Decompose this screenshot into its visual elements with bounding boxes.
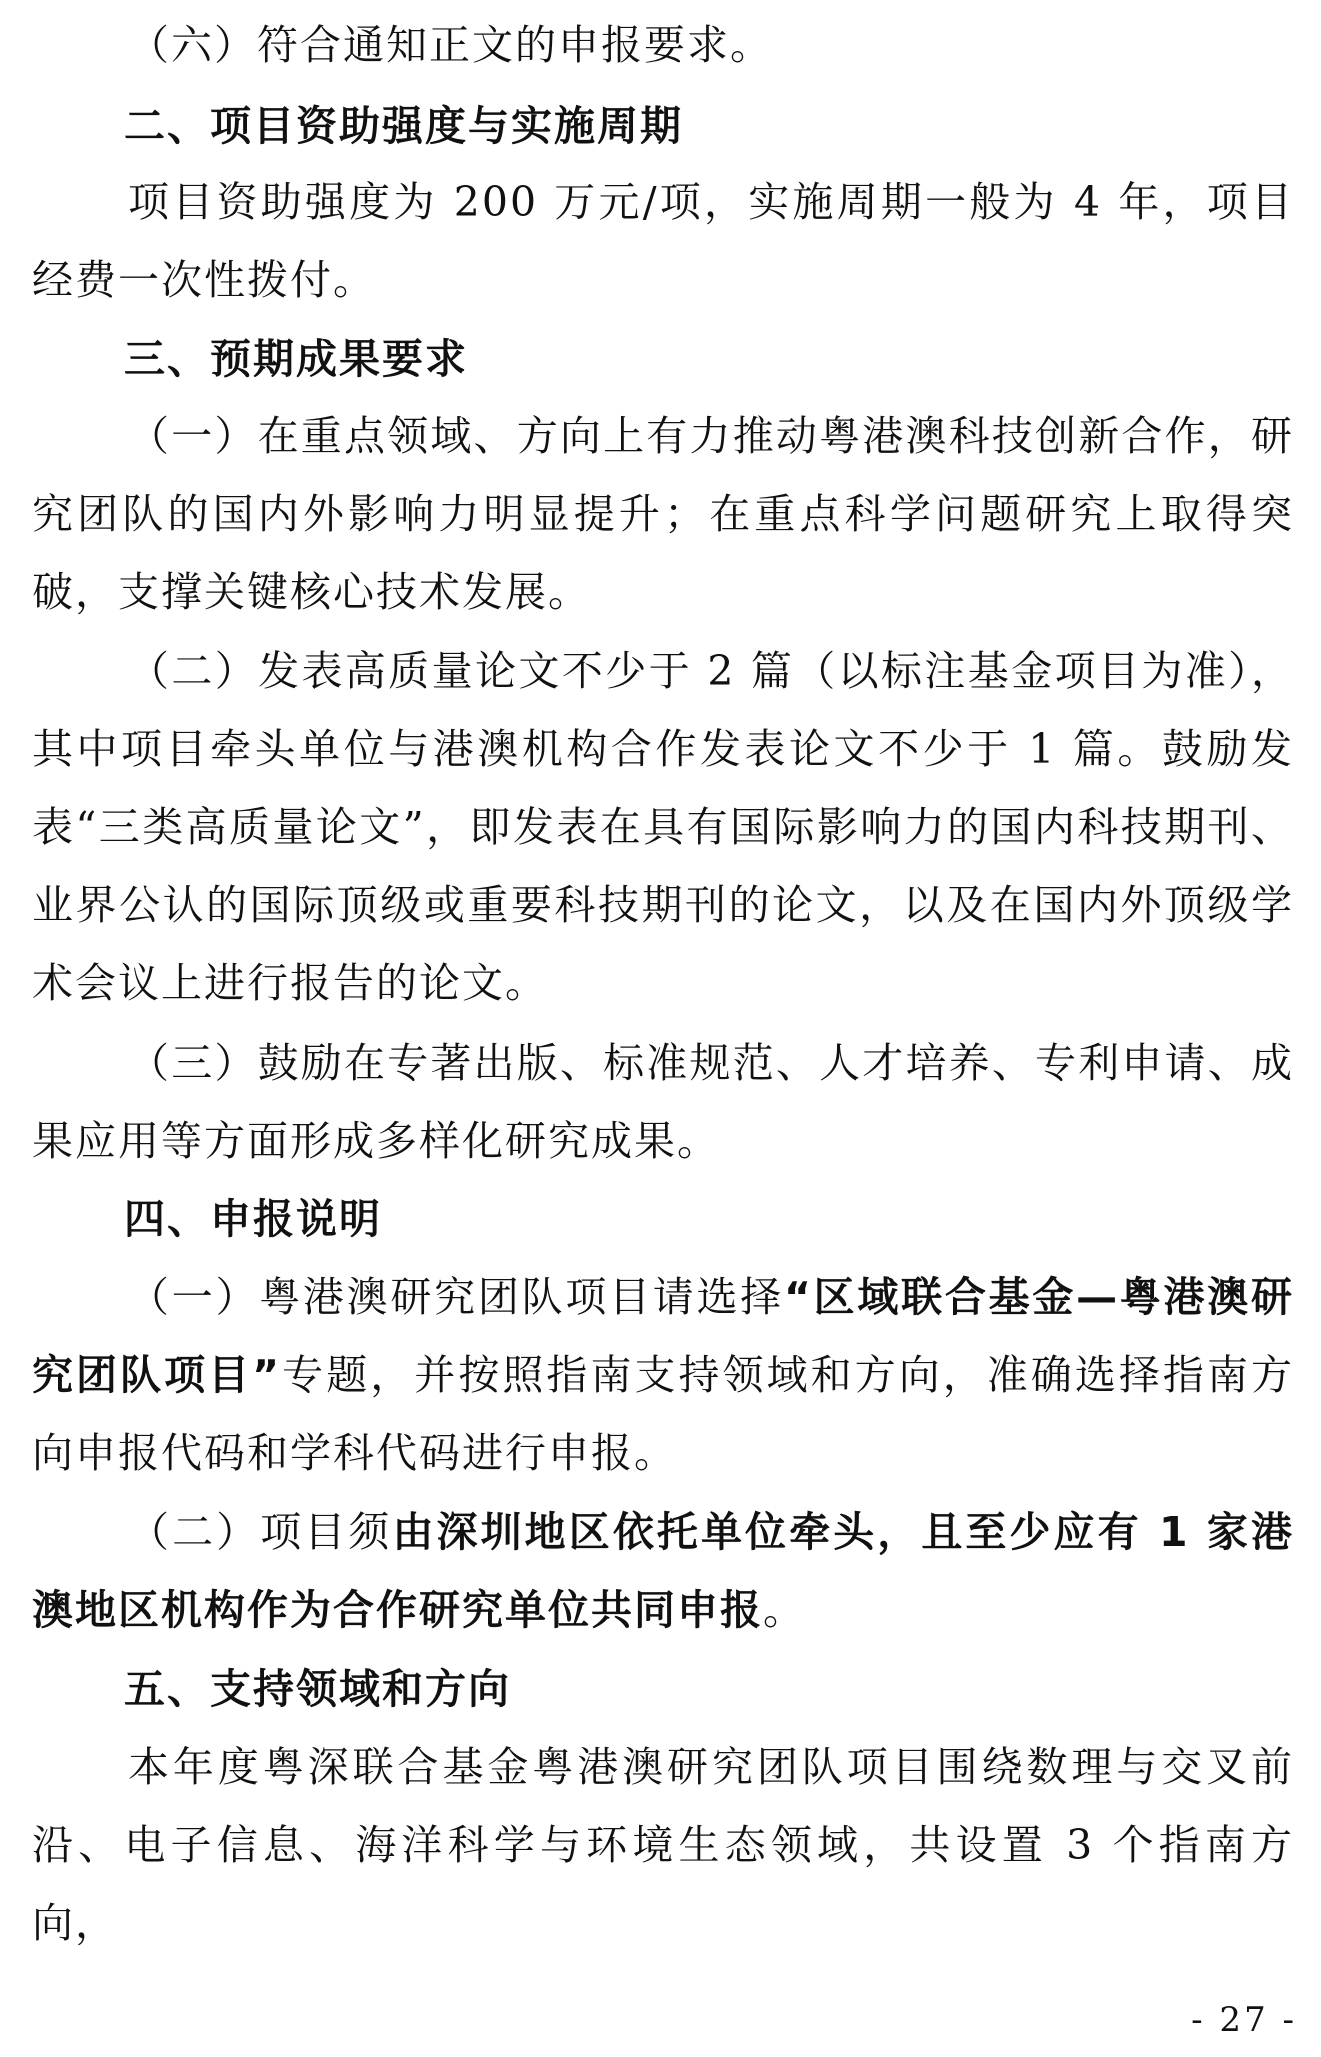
- page-number: - 27 -: [1191, 2000, 1297, 2040]
- section-3-item-2: （二）发表高质量论文不少于 2 篇（以标注基金项目为准），其中项目牵头单位与港澳机构合作发表论文不少于 1 篇。鼓励发表“三类高质量论文”，即发表在具有国际影响力的国内科技期刊、业界公认的国际顶级或重要科技期刊的论文，以及在国内外顶级学术会议上进行报告的论文。: [32, 647, 1294, 1007]
- section-3-item-1: （一）在重点领域、方向上有力推动粤港澳科技创新合作，研究团队的国内外影响力明显提升；在重点科学问题研究上取得突破，支撑关键核心技术发展。: [32, 412, 1294, 616]
- section-4-heading: 四、申报说明: [124, 1195, 382, 1243]
- section-4-item-1: [32, 1258, 1294, 1492]
- section-4-item-1-prefix: （一）粤港澳研究团队项目请选择: [128, 1273, 784, 1321]
- section-2-body: 项目资助强度为 200 万元/项，实施周期一般为 4 年，项目经费一次性拨付。: [32, 178, 1294, 304]
- section-4-item-1-suffix: 专题，并按照指南支持领域和方向，准确选择指南方向申报代码和学科代码进行申报。: [32, 1351, 1294, 1477]
- section-4-item-2-emphasis: 由深圳地区依托单位牵头，且至少应有 1 家港澳地区机构作为合作研究单位共同申报: [32, 1508, 1295, 1634]
- item-6-paragraph: （六）符合通知正文的申报要求。: [128, 21, 773, 69]
- section-4-item-1-topic: “区域联合基金—粤港澳研究团队项目”: [32, 1273, 1295, 1399]
- section-4-item-2: [32, 1493, 1294, 1649]
- section-2-heading: 二、项目资助强度与实施周期: [124, 102, 683, 150]
- section-3-heading: 三、预期成果要求: [124, 335, 468, 383]
- section-4-item-2-prefix: （二）项目须: [128, 1508, 393, 1556]
- section-3-item-3: （三）鼓励在专著出版、标准规范、人才培养、专利申请、成果应用等方面形成多样化研究成果。: [32, 1039, 1294, 1165]
- section-4-item-2-suffix: 。: [763, 1586, 806, 1634]
- section-5-heading: 五、支持领域和方向: [124, 1665, 511, 1713]
- section-5-body: 本年度粤深联合基金粤港澳研究团队项目围绕数理与交叉前沿、电子信息、海洋科学与环境生态领域，共设置 3 个指南方向，: [32, 1743, 1294, 1947]
